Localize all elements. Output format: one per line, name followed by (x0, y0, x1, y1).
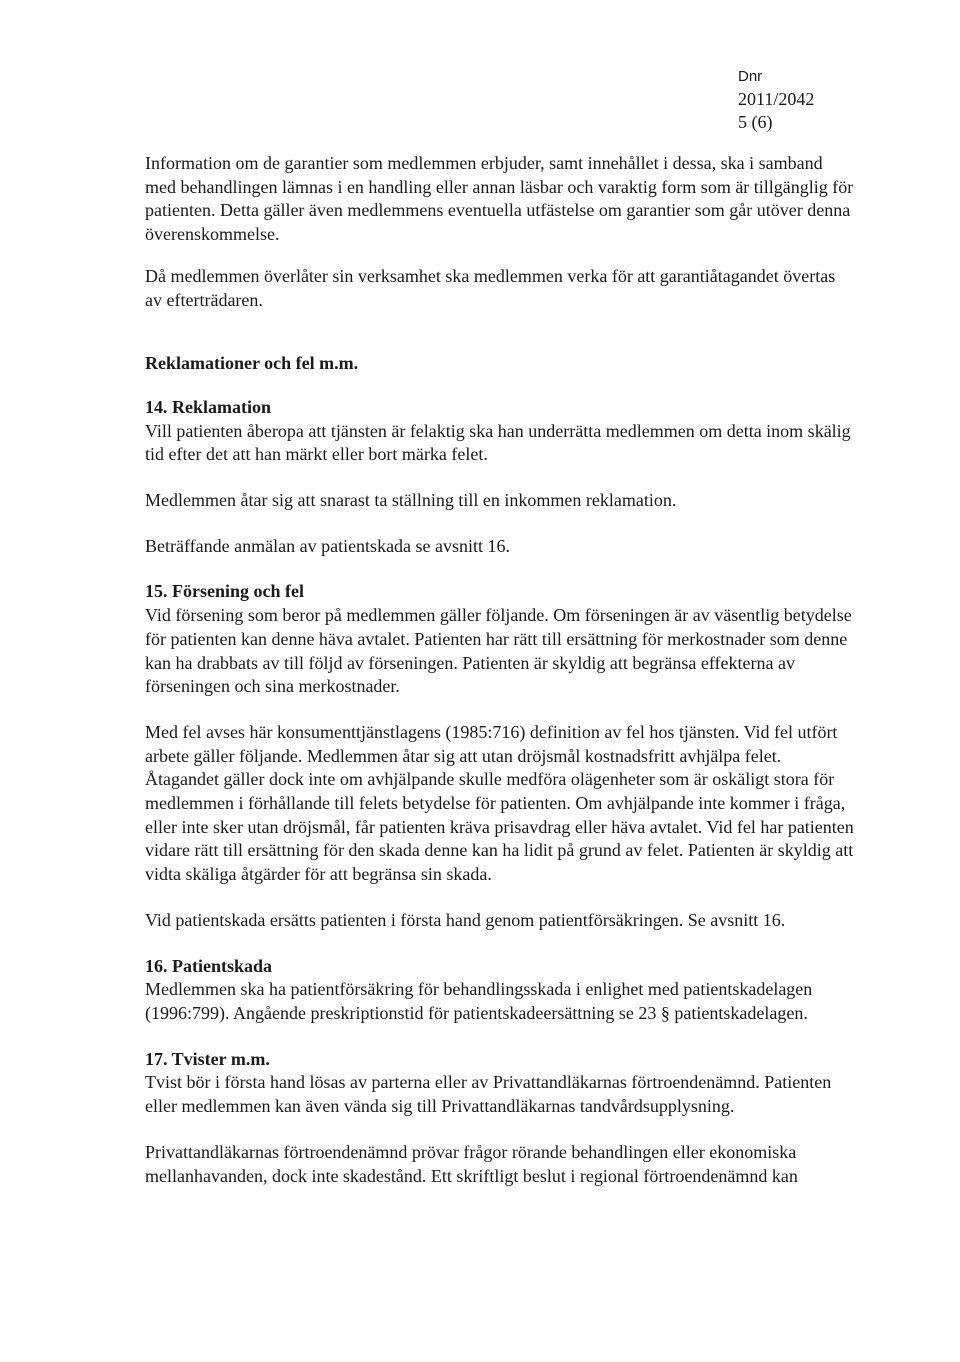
transfer-paragraph: Då medlemmen överlåter sin verksamhet ska medlemmen verka för att garantiåtagandet övertas av efterträdaren. (145, 265, 836, 310)
section-15-paragraph-2: Med fel avses här konsumenttjänstlagens (1985:716) definition av fel hos tjänsten. Vid fel utfört arbete gäller följande. Medlemmen åtar sig att utan dröjsmål kostnadsfritt avhjälpa felet. Åtagandet gäller dock inte om avhjälpande skulle medföra olägenheter som är oskäligt stora för medlemmen i förhållande till felets betydelse för patienten. Om avhjälpande inte kommer i fråga, eller inte sker utan dröjsmål, får patienten kräva prisavdrag eller häva avtalet. Vid fel har patienten vidare rätt till ersättning för den skada denne kan ha lidit på grund av felet. Patienten är skyldig att vidta skäliga åtgärder för att begränsa sin skada. (145, 721, 854, 885)
section-17-paragraph-1: Tvist bör i första hand lösas av parterna eller av Privattandläkarnas förtroendenämnd. Patienten eller medlemmen kan även vända sig till Privattandläkarnas tandvårdsupplysning. (145, 1072, 832, 1117)
section-14-paragraph-1: Vill patienten åberopa att tjänsten är felaktig ska han underrätta medlemmen om detta inom skälig tid efter det att han märkt eller bort märka felet. (145, 420, 851, 465)
section-15-heading: 15. Försening och fel (145, 581, 304, 602)
section-16-paragraph-1: Medlemmen ska ha patientförsäkring för behandlingsskada i enlighet med patientskadelagen (1996:799). Angående preskriptionstid för patientskadeersättning se 23 § patientskadelagen. (145, 979, 813, 1023)
dnr-label: Dnr (738, 68, 763, 85)
section-17-heading: 17. Tvister m.m. (145, 1048, 270, 1069)
section-14-paragraph-3: Beträffande anmälan av patientskada se avsnitt 16. (145, 535, 511, 556)
section-15-paragraph-3: Vid patientskada ersätts patienten i första hand genom patientförsäkringen. Se avsnitt 16. (145, 909, 786, 930)
guarantee-info-paragraph: Information om de garantier som medlemmen erbjuder, samt innehållet i dessa, ska i samband med behandlingen lämnas i en handling eller annan läsbar och varaktig form som är tillgänglig för patienten. Detta gäller även medlemmens eventuella utfästelse om garantier som går utöver denna överenskommelse. (145, 153, 854, 245)
section-16-heading: 16. Patientskada (145, 955, 273, 976)
dnr-number: 2011/2042 (738, 89, 815, 109)
document-body (145, 152, 855, 1188)
section-15-paragraph-1: Vid försening som beror på medlemmen gäller följande. Om förseningen är av väsentlig betydelse för patienten kan denne häva avtalet. Patienten har rätt till ersättning för merkostnader som denne kan ha drabbats av till följd av förseningen. Patienten är skyldig att begränsa effekterna av förseningen och sina merkostnader. (145, 605, 852, 697)
section-17-paragraph-2: Privattandläkarnas förtroendenämnd prövar frågor rörande behandlingen eller ekonomiska mellanhavanden, dock inte skadestånd. Ett skriftligt beslut i regional förtroendenämnd kan (145, 1141, 798, 1186)
section-heading-complaints: Reklamationer och fel m.m. (145, 353, 359, 374)
section-14-heading: 14. Reklamation (145, 396, 271, 417)
document-header (738, 66, 814, 134)
page-indicator: 5 (6) (738, 112, 773, 132)
section-14-paragraph-2: Medlemmen åtar sig att snarast ta ställning till en inkommen reklamation. (145, 490, 677, 511)
